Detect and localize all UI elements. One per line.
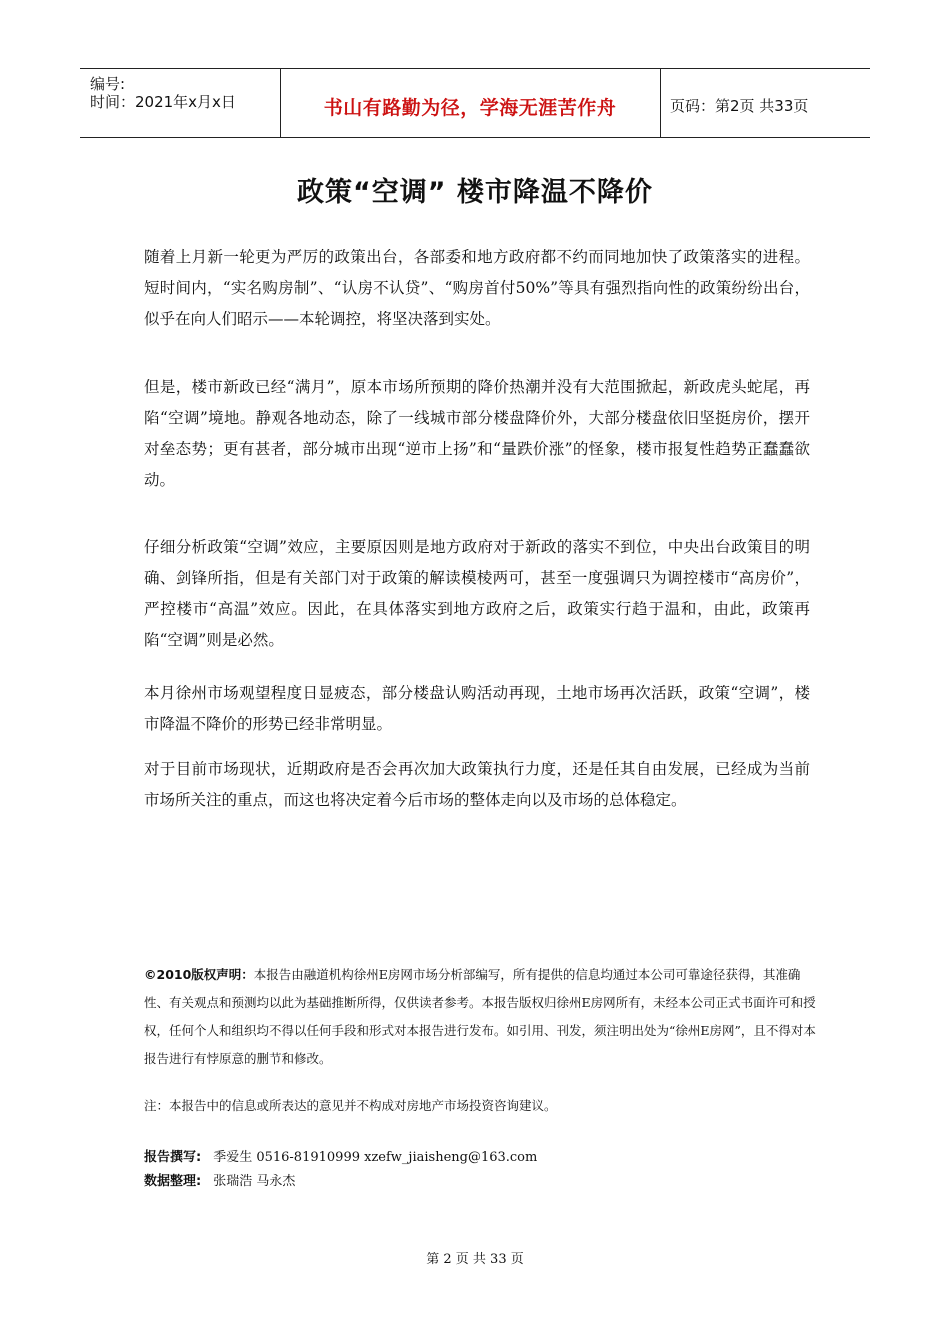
paragraph-1: 随着上月新一轮更为严厉的政策出台，各部委和地方政府都不约而同地加快了政策落实的进程。短时间内，“实名购房制”、“认房不认贷”、“购房首付50%”等具有强烈指向性的政策纷纷出台，似乎在向人们昭示——本轮调控，将坚决落到实处。 bbox=[144, 248, 810, 328]
disclaimer-note: 注：本报告中的信息或所表达的意见并不构成对房地产市场投资咨询建议。 bbox=[144, 1098, 557, 1113]
data-label: 数据整理: bbox=[144, 1174, 202, 1189]
author-label: 报告撰写: bbox=[144, 1150, 202, 1165]
document-header bbox=[80, 68, 870, 138]
copyright-text: 本报告由融道机构徐州E房网市场分析部编写，所有提供的信息均通过本公司可靠途径获得，其准确性、有关观点和预测均以此为基础推断所得，仅供读者参考。本报告版权归徐州E房网所有，未经本公司正式书面许可和授权，任何个人和组织均不得以任何手段和形式对本报告进行发布。如引用、刊发，须注明出处为“徐州E房网”，且不得对本报告进行有悖原意的删节和修改。 bbox=[144, 967, 816, 1066]
document-time-label: 时间：2021年x月x日 bbox=[90, 93, 236, 111]
report-author bbox=[144, 1146, 537, 1165]
page-footer: 第 2 页 共 33 页 bbox=[426, 1252, 524, 1267]
article-title: 政策“空调” 楼市降温不降价 bbox=[297, 177, 653, 208]
header-page-info: 页码：第2页 共33页 bbox=[670, 97, 809, 115]
paragraph-4: 本月徐州市场观望程度日显疲态，部分楼盘认购活动再现，土地市场再次活跃，政策“空调”，楼市降温不降价的形势已经非常明显。 bbox=[144, 684, 810, 733]
paragraph-2: 但是，楼市新政已经“满月”，原本市场所预期的降价热潮并没有大范围掀起，新政虎头蛇尾，再陷“空调”境地。静观各地动态，除了一线城市部分楼盘降价外，大部分楼盘依旧坚挺房价，摆开对垒态势；更有甚者，部分城市出现“逆市上扬”和“量跌价涨”的怪象，楼市报复性趋势正蠢蠢欲动。 bbox=[144, 378, 810, 489]
paragraph-3: 仔细分析政策“空调”效应，主要原因则是地方政府对于新政的落实不到位，中央出台政策目的明确、剑锋所指，但是有关部门对于政策的解读模棱两可，甚至一度强调只为调控楼市“高房价”，严控楼市“高温”效应。因此，在具体落实到地方政府之后，政策实行趋于温和，由此，政策再陷“空调”则是必然。 bbox=[144, 538, 810, 649]
data-compiler bbox=[144, 1170, 295, 1189]
copyright-notice bbox=[144, 961, 816, 1073]
author-value: 季爱生 0516-81910999 xzefw_jiaisheng@163.com bbox=[213, 1150, 538, 1165]
header-left-cell bbox=[80, 69, 281, 137]
header-motto: 书山有路勤为径，学海无涯苦作舟 bbox=[323, 97, 617, 119]
header-motto-cell bbox=[280, 69, 661, 137]
header-page-cell bbox=[660, 69, 870, 137]
paragraph-5: 对于目前市场现状，近期政府是否会再次加大政策执行力度，还是任其自由发展，已经成为当前市场所关注的重点，而这也将决定着今后市场的整体走向以及市场的总体稳定。 bbox=[144, 760, 810, 809]
data-value: 张瑞浩 马永杰 bbox=[213, 1174, 296, 1189]
copyright-label: ©2010版权声明： bbox=[144, 967, 254, 982]
document-number-label: 编号: bbox=[90, 75, 126, 93]
